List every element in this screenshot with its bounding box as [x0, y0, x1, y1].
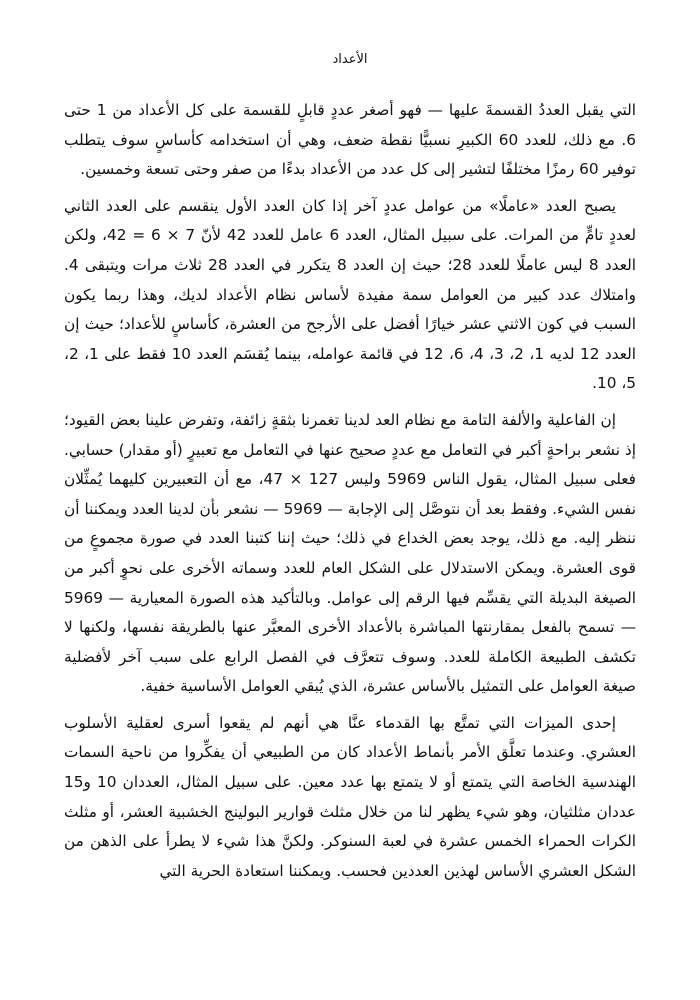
body-text — [64, 96, 636, 893]
paragraph-continuation: التي يقبل العددُ القسمةَ عليها — فهو أصغر عددٍ قابلٍ للقسمة على كل الأعداد من 1 حتى 6. مع ذلك، للعدد 60 الكبيرِ نسبيًّا نقطة ضعف، وهي أن استخدامه كأساسٍ سوف يتطلب توفير 60 رمزًا مختلفًا لتشير إلى كل عدد من الأعداد بدءًا من صفر وحتى تسعة وخمسين. — [64, 101, 636, 179]
paragraph-factors: يصبح العدد «عاملًا» من عوامل عددٍ آخر إذا كان العدد الأول ينقسم على العدد الثاني لعددٍ تامٍّ من المرات. على سبيل المثال، العدد 6 عامل للعدد 42 لأنّ 7 × 6 = 42، ولكن العدد 8 ليس عاملًا للعدد 28؛ حيث إن العدد 8 يتكرر في العدد 28 ثلاث مرات ويتبقى 4. وامتلاك عدد كبير من العوامل سمة مفيدة لأساس نظام الأعداد لديك، وهذا ربما يكون السبب في كون الاثني عشر خيارًا أفضل على الأرجح من العشرة، كأساسٍ للأعداد؛ حيث إن العدد 12 لديه 1، 2، 3، 4، 6، 12 في قائمة عوامله، بينما يُقسَم العدد 10 فقط على 1، 2، 5، 10. — [64, 196, 637, 393]
paragraph-familiarity: إن الفاعلية والألفة التامة مع نظام العد لدينا تغمرنا بثقةٍ زائفة، وتفرض علينا بعض القيود؛ إذ نشعر براحةٍ أكبر في التعامل مع عددٍ صحيح عنها في التعامل مع تعبيرٍ (أو مقدار) حسابي. فعلى سبيل المثال، يقول الناس 5969 وليس 127 × 47، مع أن التعبيرين كليهما يُمثِّلان نفس الشيء. وفقط بعد أن نتوصَّل إلى الإجابة — 5969 — نشعر بأن لدينا العدد ويمكننا أن ننظر إليه. مع ذلك، يوجد بعض الخداع في ذلك؛ حيث إننا كتبنا العدد في صورة مجموعٍ من قوى العشرة. ويمكن الاستدلال على الشكل العام للعدد وسماته الأخرى على نحوٍ أكبر من الصيغة البديلة التي يقسِّم فيها الرقم إلى عوامل. وبالتأكيد هذه الصورة المعيارية — 5969 — تسمح بالفعل بمقارنتها المباشرة بالأعداد الأخرى المعبَّر عنها بالطريقة نفسها، ولكنها لا تكشف الطبيعة الكاملة للعدد. وسوف تتعرَّف في الفصل الرابع على سبب آخر لأفضلية صيغة العوامل على التمثيل بالأساس عشرة، الذي يُبقي العوامل الأساسية خفية. — [64, 410, 636, 696]
document-page — [64, 0, 636, 1000]
running-header: الأعداد — [332, 52, 368, 67]
paragraph-ancients: إحدى الميزات التي تمتَّع بها القدماء عنَّا هي أنهم لم يقعوا أسرى لعقلية الأسلوب العشري. وعندما تعلَّق الأمر بأنماط الأعداد كان من الطبيعي أن يفكِّروا من ناحية السمات الهندسية الخاصة التي يتمتع أو لا يتمتع بها عدد معين. على سبيل المثال، العددان 10 و15 عددان مثلثيان، وهو شيء يظهر لنا من خلال مثلث قوارير البولينج الخشبية العشر، أو مثلث الكرات الحمراء الخمس عشرة في لعبة السنوكر. ولكنَّ هذا شيء لا يطرأ على الذهن من الشكل العشري الأساس لهذين العددين فحسب. ويمكننا استعادة الحرية التي — [64, 713, 636, 880]
